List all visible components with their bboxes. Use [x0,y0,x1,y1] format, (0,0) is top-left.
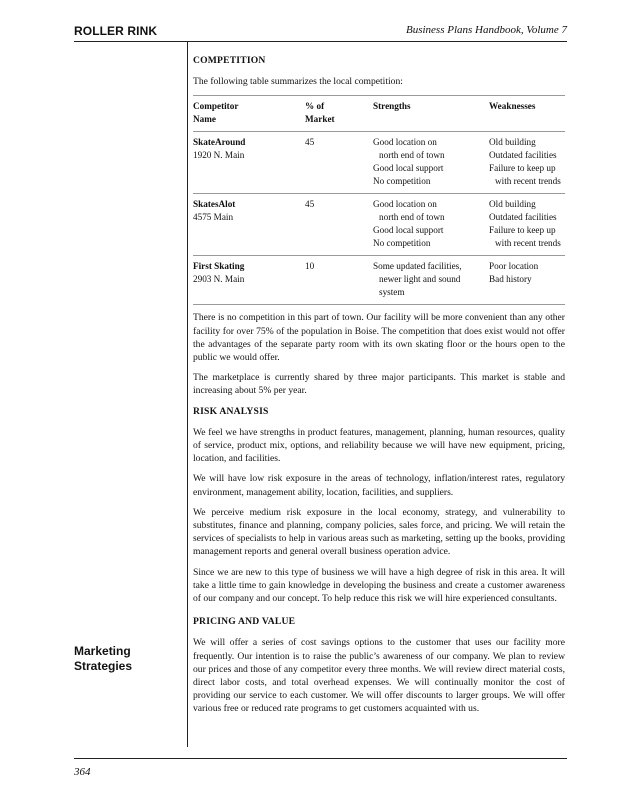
table-row [193,194,565,256]
strength-line: No competition [373,176,431,187]
strength-line: system [379,287,405,298]
strength-line: No competition [373,238,431,249]
side-heading [74,644,174,674]
weakness-line: Bad history [489,274,532,285]
strength-line: Some updated facilities, [373,261,462,272]
weakness-line: with recent trends [495,238,561,249]
strengths-cell [373,194,489,256]
weakness-line: Outdated facilities [489,150,557,161]
pricing-heading: PRICING AND VALUE [193,616,296,628]
competition-table [193,95,565,305]
weaknesses-cell [489,132,565,194]
risk-paragraph-3: We perceive medium risk exposure in the local economy, strategy, and vulnerability to substitutes, finance and planning, company policies, sales force, and pricing. We will retain the services of specialists to help in various areas such as marketing, setting up the books, providing management reports and general overall business operation advice. [193,506,565,558]
competition-paragraph-1: There is no competition in this part of town. Our facility will be more convenient than any other facility for over 75% of the population in Boise. The competition that does exist would not offer the advantages of the separate party room with its own skating floor or the hours open to the public we would offer. [193,312,565,364]
header-rule [74,41,567,42]
competitor-name: First Skating [193,261,245,272]
competitor-name: SkatesAlot [193,199,236,210]
competitor-address: 2903 N. Main [193,274,245,285]
competitor-address: 1920 N. Main [193,150,245,161]
strengths-cell [373,256,489,305]
side-heading-line-2: Strategies [74,659,133,673]
risk-heading: RISK ANALYSIS [193,405,269,417]
strength-line: Good location on [373,137,437,148]
strength-line: Good local support [373,225,444,236]
weaknesses-cell [489,256,565,305]
table-row [193,132,565,194]
column-header-strengths: Strengths [373,96,489,132]
header-title: ROLLER RINK [74,24,158,38]
market-share-cell: 45 [305,132,373,194]
pricing-paragraph-1: We will offer a series of cost savings options to the customer that uses our facility more frequently. Our intention is to raise the public’s awareness of our company. We plan to review our prices and those of any competitor every three months. We will review direct material costs, direct labor costs, and total overhead expenses. We will continually monitor the cost of providing our service to each customer. We will offer discounts to larger groups. We will offer various free or reduced rate programs to get customers acquainted with us. [193,637,565,715]
main-content [193,54,565,723]
risk-paragraph-2: We will have low risk exposure in the areas of technology, inflation/interest rates, regulatory environment, management ability, location, facilities, and suppliers. [193,473,565,498]
strength-line: Good location on [373,199,437,210]
column-header-market-share: % of Market [305,96,373,132]
header-book-title: Business Plans Handbook, Volume 7 [405,24,567,36]
table-row [193,256,565,305]
weakness-line: with recent trends [495,176,561,187]
table-header-row [193,96,565,132]
risk-paragraph-1: We feel we have strengths in product features, management, planning, human resources, quality of service, product mix, options, and reliability because we will have new equipment, pricing, location, and facilities. [193,426,565,465]
competitor-name: SkateAround [193,137,246,148]
risk-paragraph-4: Since we are new to this type of business we will have a high degree of risk in this area. It will take a little time to gain knowledge in developing the business and create a customer awareness of our company and our concept. To help reduce this risk we will hire experienced consultants. [193,566,565,605]
weakness-line: Outdated facilities [489,212,557,223]
side-heading-line-1: Marketing [74,644,131,658]
column-header-weaknesses: Weaknesses [489,96,565,132]
weakness-line: Failure to keep up [489,163,556,174]
weakness-line: Old building [489,199,536,210]
market-share-cell: 10 [305,256,373,305]
weaknesses-cell [489,194,565,256]
competition-heading: COMPETITION [193,55,266,66]
weakness-line: Failure to keep up [489,225,556,236]
margin-rule [187,42,188,747]
weakness-line: Poor location [489,261,539,272]
competitor-cell [193,256,305,305]
competition-paragraph-2: The marketplace is currently shared by three major participants. This market is stable and increasing about 5% per year. [193,372,565,397]
competitor-address: 4575 Main [193,212,234,223]
competition-intro: The following table summarizes the local competition: [193,76,403,88]
competitor-cell [193,132,305,194]
strength-line: newer light and sound [379,274,461,285]
weakness-line: Old building [489,137,536,148]
page-number: 364 [74,766,91,778]
strength-line: north end of town [379,212,445,223]
footer-rule [74,758,567,759]
column-header-competitor: Competitor Name [193,96,305,132]
strength-line: north end of town [379,150,445,161]
strength-line: Good local support [373,163,444,174]
market-share-cell: 45 [305,194,373,256]
strengths-cell [373,132,489,194]
competitor-cell [193,194,305,256]
